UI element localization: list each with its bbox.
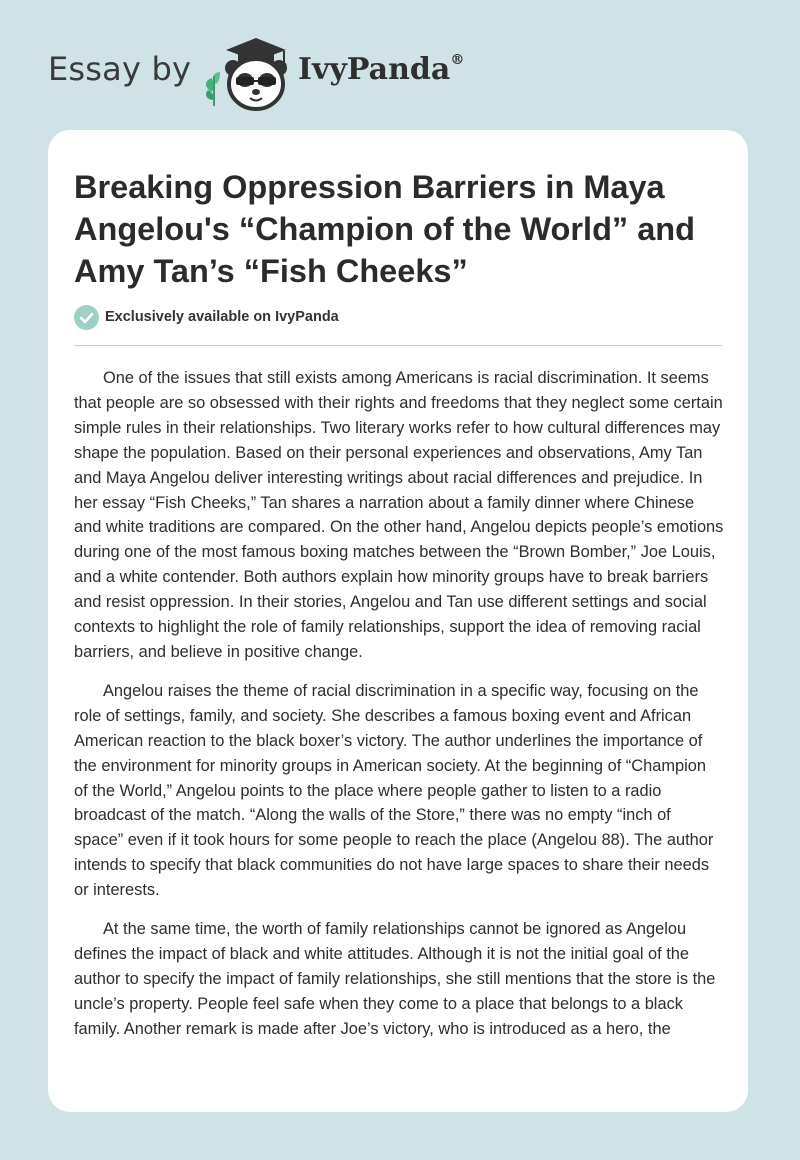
brand-name: IvyPanda®	[298, 52, 465, 87]
paragraph: At the same time, the worth of family relationships cannot be ignored as Angelou defines the impact of black and white attitudes. Although it is not the initial goal of the author to specify the impact of family relationships, she still mentions that the store is the uncle’s property. People feel safe when they come to a place that belongs to a black family. Another remark is made after Joe’s victory, who is introduced as a hero, the	[74, 920, 716, 1038]
essay-body	[74, 366, 724, 1056]
panda-logo-icon	[200, 34, 296, 112]
essay-title: Breaking Oppression Barriers in Maya Angelou's “Champion of the World” and Amy Tan’s “Fish Cheeks”	[74, 169, 695, 289]
site-header	[48, 30, 468, 110]
ivy-leaf-icon	[206, 72, 220, 106]
registered-mark: ®	[450, 52, 465, 68]
exclusive-badge-label: Exclusively available on IvyPanda	[105, 309, 339, 325]
paragraph: Angelou raises the theme of racial discrimination in a specific way, focusing on the role of settings, family, and society. She describes a famous boxing event and African American reaction to the black boxer’s victory. The author underlines the importance of the environment for minority groups in American society. At the beginning of “Champion of the World,” Angelou points to the place where people gather to listen to a radio broadcast of the match. “Along the walls of the Store,” there was no empty “inch of space” even if it took hours for some people to reach the place (Angelou 88). The author intends to specify that black communities do not have large spaces to share their needs or interests.	[74, 681, 714, 900]
paragraph: One of the issues that still exists among Americans is racial discrimination. It seems that people are so obsessed with their rights and freedoms that they neglect some certain simple rules in their relationships. Two literary works refer to how cultural differences may shape the population. Based on their personal experiences and observations, Amy Tan and Maya Angelou deliver interesting writings about racial differences and prejudice. In her essay “Fish Cheeks,” Tan shares a narration about a family dinner where Chinese and white traditions are compared. On the other hand, Angelou depicts people’s emotions during one of the most famous boxing matches between the “Brown Bomber,” Joe Louis, and a white contender. Both authors explain how minority groups have to break barriers and resist oppression. In their stories, Angelou and Tan use different settings and social contexts to highlight the role of family relationships, support the idea of removing racial barriers, and believe in positive change.	[74, 369, 724, 661]
essay-card	[48, 130, 748, 1112]
exclusive-badge	[74, 304, 339, 330]
essay-by-label: Essay by	[48, 50, 192, 88]
check-circle-icon	[74, 305, 99, 330]
divider	[74, 345, 722, 346]
